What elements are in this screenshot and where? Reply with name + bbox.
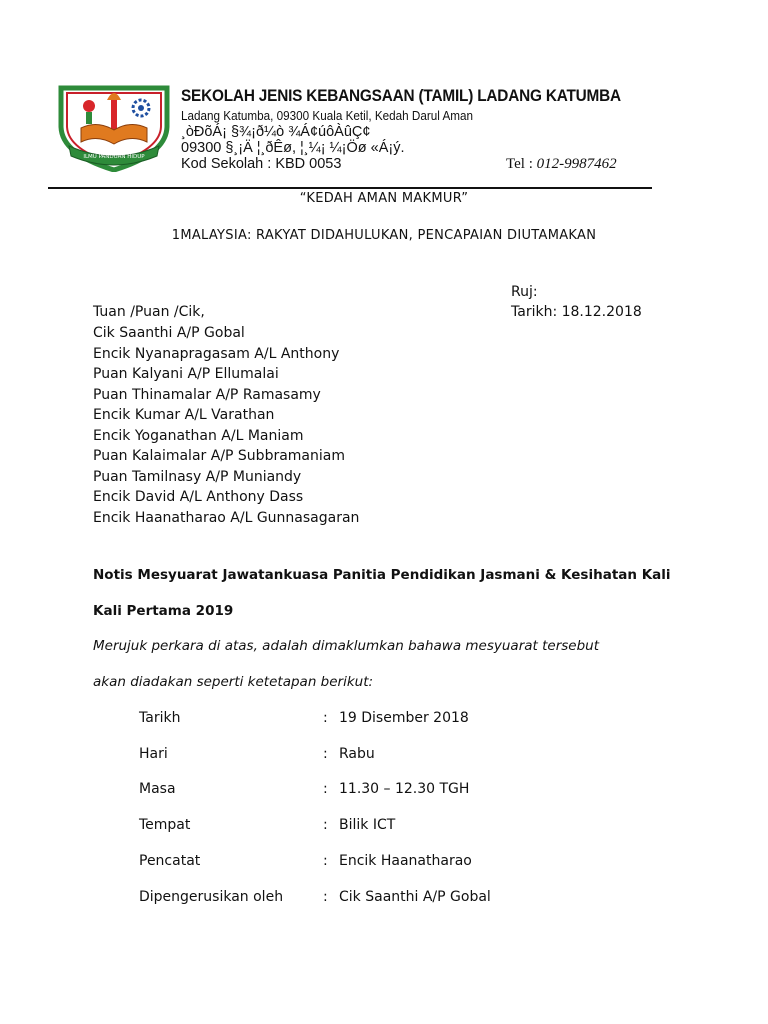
recipient-item: Encik Nyanapragasam A/L Anthony (93, 346, 340, 362)
recipient-item: Encik Haanatharao A/L Gunnasagaran (93, 510, 360, 526)
recipient-item: Encik Yoganathan A/L Maniam (93, 428, 304, 444)
detail-value-tarikh: 19 Disember 2018 (339, 710, 469, 726)
recipient-item: Puan Kalyani A/P Ellumalai (93, 366, 279, 382)
recipient-item: Puan Thinamalar A/P Ramasamy (93, 387, 321, 403)
salutation: Tuan /Puan /Cik, (93, 304, 205, 320)
letter-date: Tarikh: 18.12.2018 (511, 304, 642, 320)
detail-label-tarikh: Tarikh (139, 710, 181, 726)
detail-value-hari: Rabu (339, 746, 375, 762)
detail-colon: : (323, 817, 328, 833)
school-name: SEKOLAH JENIS KEBANGSAAN (TAMIL) LADANG KATUMBA (181, 87, 621, 105)
detail-value-pengerusi: Cik Saanthi A/P Gobal (339, 889, 491, 905)
detail-label-tempat: Tempat (139, 817, 191, 833)
header-tamil-line-2: 09300 §¸¡Ä ¦¸ðÊø, ¦¸¼¡ ¼¡Öø «Á¡ý. (181, 140, 405, 156)
recipient-item: Encik David A/L Anthony Dass (93, 489, 304, 505)
header-divider (48, 187, 652, 189)
school-crest-icon (55, 84, 173, 172)
header-tamil-line-1: ¸òÐõÁ¡ §¾¡ð¼ò ¾Á¢úôÀûÇ¢ (181, 124, 371, 140)
notice-title-line-1: Notis Mesyuarat Jawatankuasa Panitia Pendidikan Jasmani & Kesihatan Kali (93, 567, 671, 583)
detail-label-masa: Masa (139, 781, 176, 797)
recipient-item: Encik Kumar A/L Varathan (93, 407, 275, 423)
crest-banner-text: ILMU PANDUAN HIDUP (83, 154, 145, 160)
notice-title-line-2: Kali Pertama 2019 (93, 603, 234, 619)
tel-label: Tel : (506, 156, 533, 172)
tel-number: 012-9987462 (536, 156, 617, 172)
intro-line-1: Merujuk perkara di atas, adalah dimaklumkan bahawa mesyuarat tersebut (93, 638, 600, 654)
ruj-label: Ruj: (511, 284, 538, 300)
telephone (506, 156, 617, 173)
detail-value-pencatat: Encik Haanatharao (339, 853, 472, 869)
detail-label-hari: Hari (139, 746, 168, 762)
detail-label-pengerusi: Dipengerusikan oleh (139, 889, 284, 905)
detail-colon: : (323, 853, 328, 869)
detail-colon: : (323, 889, 328, 905)
national-motto: 1MALAYSIA: RAKYAT DIDAHULUKAN, PENCAPAIAN DIUTAMAKAN (171, 228, 597, 243)
detail-colon: : (323, 746, 328, 762)
detail-value-tempat: Bilik ICT (339, 817, 396, 833)
detail-label-pencatat: Pencatat (139, 853, 201, 869)
state-motto: “KEDAH AMAN MAKMUR” (299, 191, 469, 206)
recipient-item: Cik Saanthi A/P Gobal (93, 325, 245, 341)
detail-value-masa: 11.30 – 12.30 TGH (339, 781, 470, 797)
school-address: Ladang Katumba, 09300 Kuala Ketil, Kedah Darul Aman (181, 108, 474, 123)
school-code: Kod Sekolah : KBD 0053 (181, 156, 342, 172)
intro-line-2: akan diadakan seperti ketetapan berikut: (93, 674, 374, 690)
recipient-item: Puan Kalaimalar A/P Subbramaniam (93, 448, 345, 464)
detail-colon: : (323, 781, 328, 797)
detail-colon: : (323, 710, 328, 726)
recipient-item: Puan Tamilnasy A/P Muniandy (93, 469, 302, 485)
